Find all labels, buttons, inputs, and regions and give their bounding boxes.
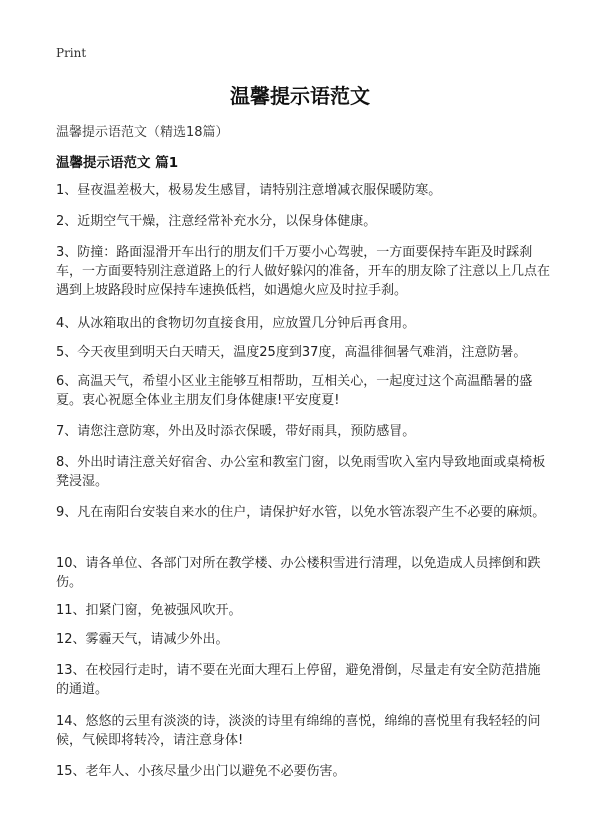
- list-item: 1、昼夜温差极大，极易发生感冒，请特别注意增减衣服保暖防寒。: [56, 183, 442, 198]
- print-link[interactable]: Print: [56, 46, 87, 60]
- list-item: 14、悠悠的云里有淡淡的诗，淡淡的诗里有绵绵的喜悦，绵绵的喜悦里有我轻轻的问候，气候即将转冷，请注意身体!: [56, 714, 541, 748]
- list-item: 3、防撞：路面湿滑开车出行的朋友们千万要小心驾驶，一方面要保持车距及时踩刹车，一方面要特别注意道路上的行人做好躲闪的准备，开车的朋友除了注意以上几点在遇到上坡路段时应保持车速换低档，如遇熄火应及时拉手刹。: [56, 245, 551, 298]
- list-item: 9、凡在南阳台安装自来水的住户，请保护好水管，以免水管冻裂产生不必要的麻烦。: [56, 505, 546, 520]
- list-item: 8、外出时请注意关好宿舍、办公室和教室门窗，以免雨雪吹入室内导致地面或桌椅板凳浸湿。: [56, 455, 546, 489]
- list-item: 2、近期空气干燥，注意经常补充水分，以保身体健康。: [56, 214, 377, 229]
- list-item: 7、请您注意防寒，外出及时添衣保暖，带好雨具，预防感冒。: [56, 424, 416, 439]
- list-item: 5、今天夜里到明天白天晴天，温度25度到37度，高温徘徊暑气难消，注意防暑。: [56, 345, 527, 360]
- list-item: 11、扣紧门窗，免被强风吹开。: [56, 603, 242, 618]
- list-item: 10、请各单位、各部门对所在教学楼、办公楼积雪进行清理，以免造成人员摔倒和跌伤。: [56, 556, 541, 590]
- page-title: 温馨提示语范文: [230, 84, 370, 108]
- document-subtitle: 温馨提示语范文（精选18篇）: [56, 125, 229, 140]
- list-item: 15、老年人、小孩尽量少出门以避免不必要伤害。: [56, 764, 346, 779]
- list-item: 13、在校园行走时，请不要在光面大理石上停留，避免滑倒，尽量走有安全防范措施的通道。: [56, 663, 541, 697]
- list-item: 4、从冰箱取出的食物切勿直接食用，应放置几分钟后再食用。: [56, 316, 416, 331]
- list-item: 6、高温天气，希望小区业主能够互相帮助，互相关心，一起度过这个高温酷暑的盛夏。衷心祝愿全体业主朋友们身体健康!平安度夏!: [56, 374, 533, 408]
- list-item: 12、雾霾天气，请减少外出。: [56, 632, 229, 647]
- section-heading: 温馨提示语范文 篇1: [56, 155, 179, 171]
